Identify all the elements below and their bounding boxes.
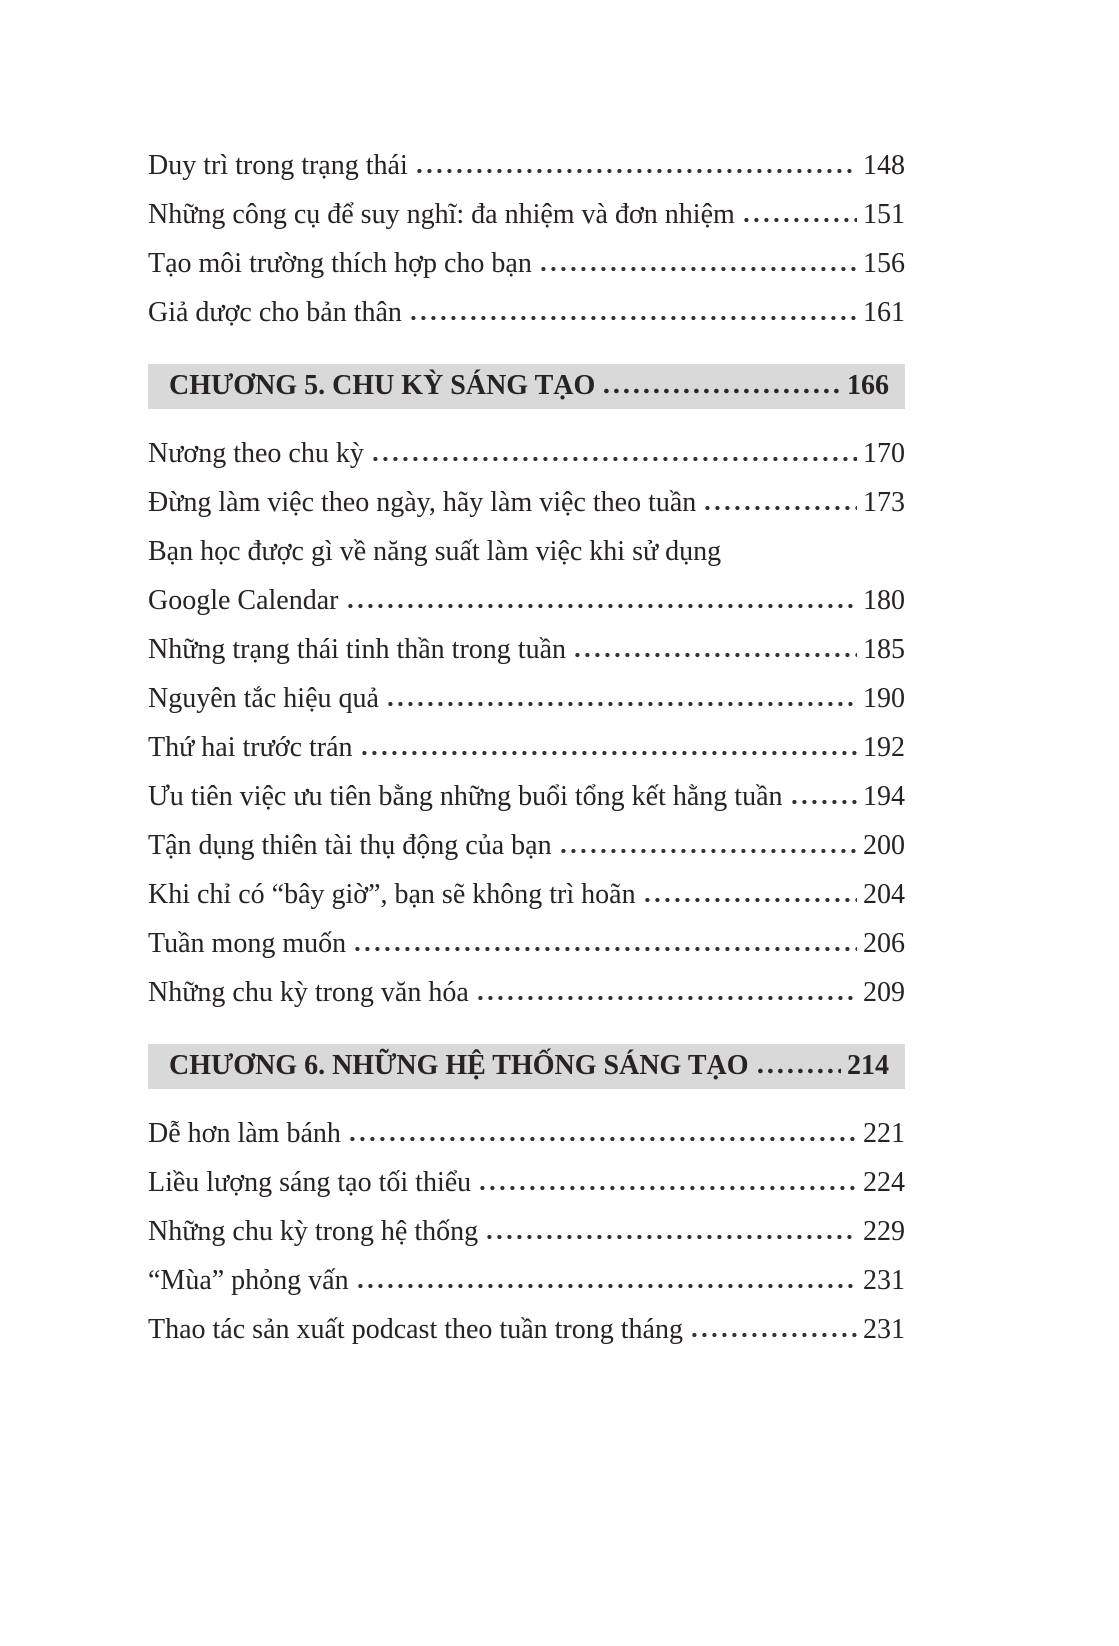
toc-entry-line: [148, 930, 905, 958]
toc-entry-page-number: 192: [863, 732, 905, 763]
toc-entry: [148, 1316, 905, 1344]
toc-entry-line: [148, 489, 905, 517]
toc-entry: [148, 881, 905, 909]
dotted-leader: [541, 266, 857, 272]
toc-entry: [148, 734, 905, 762]
dotted-leader: [792, 799, 857, 805]
dotted-leader: [575, 652, 857, 658]
toc-entry-page-number: 148: [863, 150, 905, 181]
table-of-contents: [148, 152, 905, 1344]
toc-entry: [148, 538, 905, 615]
dotted-leader: [561, 848, 857, 854]
toc-entry-line: [148, 1316, 905, 1344]
toc-entry-title: Giả dược cho bản thân: [148, 297, 402, 328]
toc-entry-page-number: 170: [863, 438, 905, 469]
toc-entry-title: Những công cụ để suy nghĩ: đa nhiệm và đơn nhiệm: [148, 199, 735, 230]
toc-entry-line: [148, 636, 905, 664]
chapter-heading: [148, 364, 905, 409]
toc-entry-title: Dễ hơn làm bánh: [148, 1118, 341, 1149]
toc-entry-group: [148, 440, 905, 1007]
dotted-leader: [744, 217, 857, 223]
toc-entry-page-number: 209: [863, 977, 905, 1008]
toc-entry-title: Ưu tiên việc ưu tiên bằng những buổi tổng kết hằng tuần: [148, 781, 783, 812]
dotted-leader: [478, 995, 857, 1001]
toc-entry-title: “Mùa” phỏng vấn: [148, 1265, 349, 1296]
toc-entry: [148, 832, 905, 860]
toc-entry-title: Thao tác sản xuất podcast theo tuần trong tháng: [148, 1314, 683, 1345]
toc-entry-line: [148, 1267, 905, 1295]
dotted-leader: [373, 456, 857, 462]
dotted-leader: [480, 1185, 857, 1191]
toc-entry-line: [148, 979, 905, 1007]
toc-entry-line: [148, 832, 905, 860]
toc-entry-page-number: 190: [863, 683, 905, 714]
toc-entry-line: [148, 538, 905, 566]
toc-entry-title: Đừng làm việc theo ngày, hãy làm việc theo tuần: [148, 487, 697, 518]
toc-entry-page-number: 161: [863, 297, 905, 328]
dotted-leader: [362, 750, 857, 756]
toc-entry-page-number: 224: [863, 1167, 905, 1198]
toc-entry-page-number: 151: [863, 199, 905, 230]
toc-entry-line: [148, 685, 905, 713]
toc-entry-line: [148, 1120, 905, 1148]
toc-entry-line: [148, 783, 905, 811]
toc-entry-title: Tuần mong muốn: [148, 928, 347, 959]
dotted-leader: [411, 315, 857, 321]
toc-entry-title: Những chu kỳ trong hệ thống: [148, 1216, 479, 1247]
dotted-leader: [645, 897, 857, 903]
chapter-page-number: 166: [847, 370, 889, 401]
toc-entry-title: Duy trì trong trạng thái: [148, 150, 408, 181]
toc-entry-page-number: 180: [863, 585, 905, 616]
toc-entry: [148, 1218, 905, 1246]
toc-entry-line: [148, 587, 905, 615]
toc-entry-title: Khi chỉ có “bây giờ”, bạn sẽ không trì hoãn: [148, 879, 636, 910]
toc-entry: [148, 685, 905, 713]
chapter-page-number: 214: [847, 1050, 889, 1081]
chapter-heading: [148, 1044, 905, 1089]
toc-entry-title: Google Calendar: [148, 585, 339, 616]
dotted-leader: [388, 701, 857, 707]
toc-entry: [148, 1120, 905, 1148]
toc-entry: [148, 152, 905, 180]
toc-entry-title: Thứ hai trước trán: [148, 732, 353, 763]
dotted-leader: [487, 1234, 857, 1240]
dotted-leader: [692, 1332, 857, 1338]
toc-entry: [148, 1169, 905, 1197]
toc-entry-line: [148, 881, 905, 909]
toc-entry-title: Những chu kỳ trong văn hóa: [148, 977, 469, 1008]
toc-entry-page-number: 194: [863, 781, 905, 812]
dotted-leader: [355, 946, 857, 952]
toc-entry-page-number: 206: [863, 928, 905, 959]
toc-entry-page-number: 231: [863, 1265, 905, 1296]
dotted-leader: [604, 388, 841, 394]
chapter-title: CHƯƠNG 6. NHỮNG HỆ THỐNG SÁNG TẠO: [169, 1050, 749, 1081]
toc-entry-page-number: 200: [863, 830, 905, 861]
dotted-leader: [358, 1283, 857, 1289]
toc-entry-page-number: 156: [863, 248, 905, 279]
toc-entry-title: Nương theo chu kỳ: [148, 438, 364, 469]
toc-entry-title: Tận dụng thiên tài thụ động của bạn: [148, 830, 552, 861]
toc-entry-group: [148, 152, 905, 327]
toc-entry: [148, 1267, 905, 1295]
toc-entry-page-number: 173: [863, 487, 905, 518]
toc-entry-title: Những trạng thái tinh thần trong tuần: [148, 634, 566, 665]
toc-entry: [148, 299, 905, 327]
toc-entry-group: [148, 1120, 905, 1344]
toc-entry: [148, 783, 905, 811]
toc-entry: [148, 979, 905, 1007]
dotted-leader: [417, 168, 857, 174]
toc-entry-line: [148, 250, 905, 278]
toc-entry-title: Bạn học được gì về năng suất làm việc khi sử dụng: [148, 536, 722, 567]
toc-entry: [148, 250, 905, 278]
dotted-leader: [350, 1136, 857, 1142]
toc-entry-title: Liều lượng sáng tạo tối thiểu: [148, 1167, 472, 1198]
toc-entry-line: [148, 440, 905, 468]
toc-entry-line: [148, 299, 905, 327]
toc-entry-page-number: 221: [863, 1118, 905, 1149]
toc-entry: [148, 930, 905, 958]
dotted-leader: [758, 1068, 842, 1074]
toc-entry-page-number: 231: [863, 1314, 905, 1345]
toc-entry: [148, 489, 905, 517]
toc-entry: [148, 636, 905, 664]
toc-entry-line: [148, 734, 905, 762]
toc-entry-line: [148, 152, 905, 180]
toc-entry-page-number: 204: [863, 879, 905, 910]
toc-entry-title: Nguyên tắc hiệu quả: [148, 683, 379, 714]
toc-entry-line: [148, 1169, 905, 1197]
toc-entry-title: Tạo môi trường thích hợp cho bạn: [148, 248, 532, 279]
toc-entry-page-number: 229: [863, 1216, 905, 1247]
toc-entry: [148, 201, 905, 229]
toc-entry-page-number: 185: [863, 634, 905, 665]
dotted-leader: [705, 505, 857, 511]
toc-entry: [148, 440, 905, 468]
toc-entry-line: [148, 201, 905, 229]
dotted-leader: [348, 603, 858, 609]
toc-entry-line: [148, 1218, 905, 1246]
chapter-title: CHƯƠNG 5. CHU KỲ SÁNG TẠO: [169, 370, 596, 401]
